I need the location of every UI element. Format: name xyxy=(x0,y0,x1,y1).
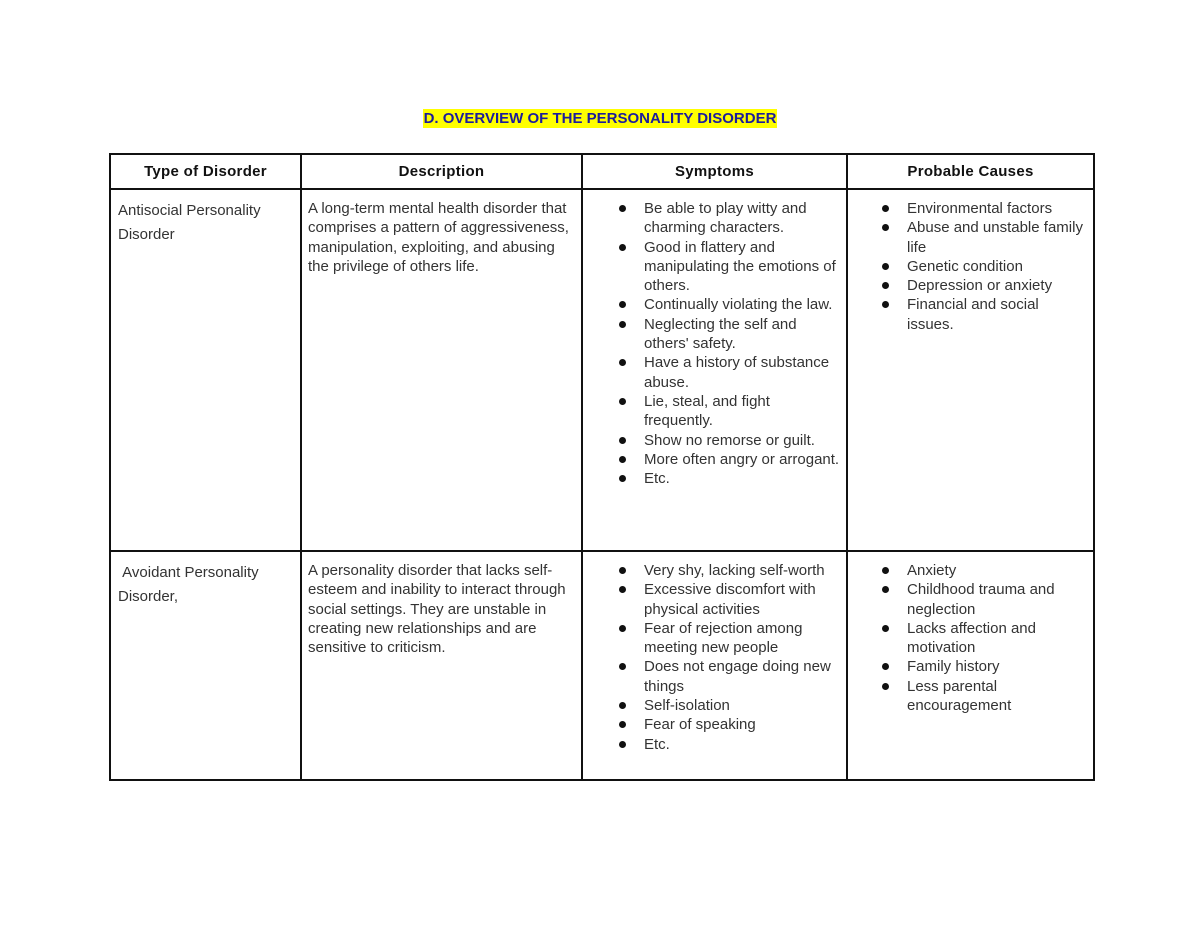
list-item xyxy=(644,392,840,431)
bullet-icon xyxy=(619,625,626,632)
disorder-name: Antisocial Personality Disorder xyxy=(118,202,261,243)
symptom-text: More often angry or arrogant. xyxy=(644,450,840,468)
disorder-overview-table xyxy=(109,153,1095,781)
list-item xyxy=(644,580,840,619)
symptom-text: Neglecting the self and others' safety. xyxy=(644,315,797,353)
list-item xyxy=(907,677,1087,716)
list-item xyxy=(907,295,1087,334)
cause-text: Financial and social issues. xyxy=(907,296,1039,333)
title-wrapper xyxy=(0,109,1200,128)
cause-text: Less parental encouragement xyxy=(907,677,1012,715)
bullet-icon xyxy=(619,567,626,574)
cause-text: Family history xyxy=(907,658,1000,676)
symptom-text: Etc. xyxy=(644,735,670,753)
cause-text: Anxiety xyxy=(907,562,957,579)
disorder-name-cell xyxy=(110,551,301,780)
bullet-icon xyxy=(619,663,626,670)
symptom-text: Be able to play witty and charming characters. xyxy=(644,200,807,237)
table-row-avoidant xyxy=(110,551,1094,780)
bullet-icon xyxy=(619,321,626,328)
list-item xyxy=(644,619,840,658)
list-item xyxy=(907,276,1087,295)
causes-list xyxy=(848,552,1093,715)
list-item xyxy=(907,561,1087,580)
symptom-text: Lie, steal, and fight frequently. xyxy=(644,392,770,430)
disorder-name: Avoidant Personality Disorder, xyxy=(118,564,263,605)
cause-text: Abuse and unstable family life xyxy=(907,219,1083,256)
list-item xyxy=(907,619,1087,658)
symptom-text: Self-isolation xyxy=(644,697,730,715)
bullet-icon xyxy=(882,586,889,593)
list-item xyxy=(644,238,840,296)
list-item xyxy=(644,657,840,696)
list-item xyxy=(644,199,840,238)
bullet-icon xyxy=(882,205,889,212)
list-item xyxy=(907,218,1087,257)
bullet-icon xyxy=(619,702,626,709)
disorder-description: A personality disorder that lacks self-esteem and inability to interact through social settings. They are unstable in creating new relationships and are sensitive to criticism. xyxy=(308,562,566,657)
symptoms-list xyxy=(583,190,846,488)
bullet-icon xyxy=(619,456,626,463)
cause-text: Lacks affection and motivation xyxy=(907,619,1036,657)
bullet-icon xyxy=(619,721,626,728)
symptom-text: Does not engage doing new things xyxy=(644,658,831,695)
table-row-antisocial xyxy=(110,189,1094,551)
list-item xyxy=(644,315,840,354)
symptom-text: Etc. xyxy=(644,470,670,488)
symptom-text: Have a history of substance abuse. xyxy=(644,354,830,391)
list-item xyxy=(644,469,840,488)
symptom-text: Good in flattery and manipulating the emotions of others. xyxy=(644,238,836,295)
bullet-icon xyxy=(882,567,889,574)
causes-cell xyxy=(847,189,1094,551)
bullet-icon xyxy=(882,683,889,690)
disorder-name-cell xyxy=(110,189,301,551)
symptom-text: Show no remorse or guilt. xyxy=(644,431,815,449)
list-item xyxy=(644,431,840,450)
table-header-row xyxy=(110,154,1094,189)
cause-text: Environmental factors xyxy=(907,200,1053,217)
disorder-description: A long-term mental health disorder that comprises a pattern of aggressiveness, manipulation, exploiting, and abusing the privilege of others life. xyxy=(308,200,569,275)
list-item xyxy=(907,257,1087,276)
symptom-text: Very shy, lacking self-worth xyxy=(644,562,825,579)
description-cell xyxy=(301,551,582,780)
symptoms-list xyxy=(583,552,846,754)
bullet-icon xyxy=(882,301,889,308)
symptom-text: Fear of speaking xyxy=(644,716,756,734)
list-item xyxy=(644,450,840,469)
bullet-icon xyxy=(619,741,626,748)
symptoms-cell xyxy=(582,551,847,780)
bullet-icon xyxy=(882,224,889,231)
symptom-text: Continually violating the law. xyxy=(644,296,833,314)
bullet-icon xyxy=(619,301,626,308)
causes-cell xyxy=(847,551,1094,780)
list-item xyxy=(644,735,840,754)
cause-text: Depression or anxiety xyxy=(907,277,1053,295)
list-item xyxy=(907,657,1087,676)
bullet-icon xyxy=(882,282,889,289)
description-cell xyxy=(301,189,582,551)
list-item xyxy=(644,295,840,314)
bullet-icon xyxy=(882,663,889,670)
list-item xyxy=(644,715,840,734)
bullet-icon xyxy=(882,625,889,632)
bullet-icon xyxy=(619,205,626,212)
header-symptoms: Symptoms xyxy=(582,154,847,189)
symptom-text: Excessive discomfort with physical activities xyxy=(644,581,816,618)
list-item xyxy=(644,561,840,580)
bullet-icon xyxy=(619,475,626,482)
list-item xyxy=(907,199,1087,218)
document-title: D. OVERVIEW OF THE PERSONALITY DISORDER xyxy=(423,110,777,127)
cause-text: Childhood trauma and neglection xyxy=(907,581,1055,618)
list-item xyxy=(907,580,1087,619)
cause-text: Genetic condition xyxy=(907,257,1023,275)
bullet-icon xyxy=(882,263,889,270)
list-item xyxy=(644,353,840,392)
symptom-text: Fear of rejection among meeting new people xyxy=(644,619,803,657)
symptoms-cell xyxy=(582,189,847,551)
header-type-of-disorder: Type of Disorder xyxy=(110,154,301,189)
list-item xyxy=(644,696,840,715)
header-probable-causes: Probable Causes xyxy=(847,154,1094,189)
bullet-icon xyxy=(619,359,626,366)
bullet-icon xyxy=(619,586,626,593)
bullet-icon xyxy=(619,244,626,251)
bullet-icon xyxy=(619,437,626,444)
bullet-icon xyxy=(619,398,626,405)
causes-list xyxy=(848,190,1093,334)
header-description: Description xyxy=(301,154,582,189)
